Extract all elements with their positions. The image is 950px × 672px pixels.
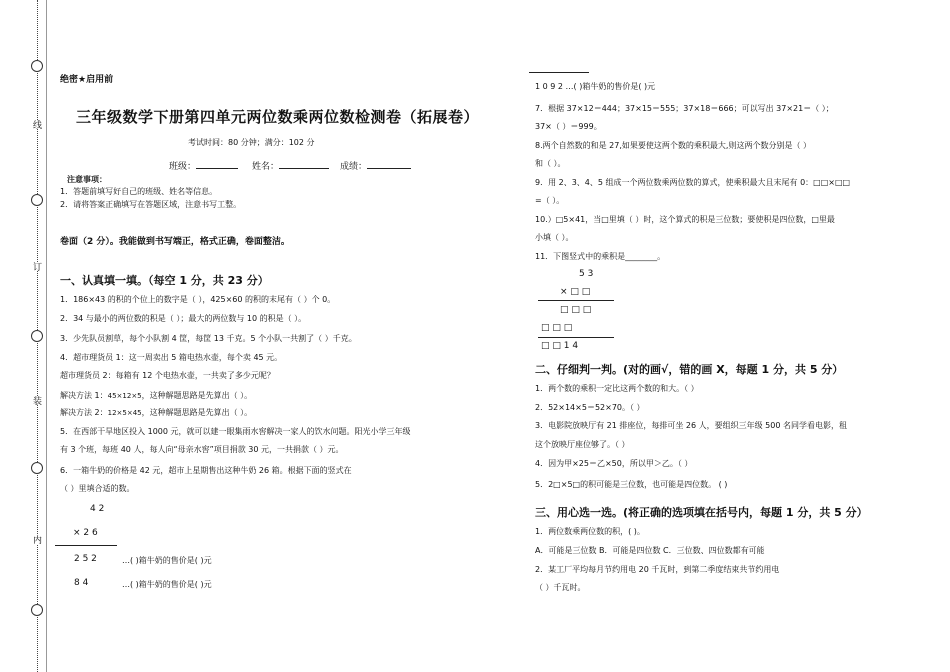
binding-hole-icon	[31, 194, 43, 206]
top-rule	[529, 72, 589, 73]
method1-expr: 45×12×5	[107, 392, 142, 400]
exam-info: 考试时间：80 分钟；满分：102 分	[188, 138, 315, 147]
q6-line1: 6．一箱牛奶的价格是 42 元，超市上星期售出这种牛奶 26 箱。根据下面的竖式在	[60, 466, 352, 475]
vert-row4-tail: …( )箱牛奶的售价是( )元	[122, 580, 212, 589]
score-field	[340, 159, 411, 172]
method1-text: ，这种解题思路是先算出（ ）。	[141, 391, 253, 400]
vert2-row3: □ □ □	[560, 305, 592, 315]
binding-hole-icon	[31, 604, 43, 616]
q7a: 7．根据 37×12＝444；37×15＝555；37×18＝666；可以写出 37×21＝（ ）；	[535, 104, 834, 113]
c1-options: A．可能是三位数 B．可能是四位数 C．三位数、四位数都有可能	[535, 546, 765, 555]
name-label: 姓名：	[252, 162, 280, 172]
q6-line2: （ ）里填合适的数。	[60, 484, 135, 493]
name-field	[252, 159, 329, 172]
binding-hole-icon	[31, 60, 43, 72]
vert-line	[55, 545, 117, 546]
q11: 11．下图竖式中的乘积是________。	[535, 252, 666, 261]
binding-label-zhuang: 装	[31, 396, 41, 405]
right-top-row: 1 0 9 2 …( )箱牛奶的售价是( )元	[535, 82, 656, 91]
method1-label: 解决方法 1：	[60, 391, 108, 400]
section1-title: 一、认真填一填。（每空 1 分，共 23 分）	[60, 274, 269, 287]
method2-label: 解决方法 2：	[60, 408, 108, 417]
vert2-row4: □ □ □	[541, 323, 573, 333]
j3b: 这个放映厅座位够了。（ ）	[535, 440, 630, 449]
binding-label-nei: 内	[31, 535, 41, 544]
j2: 2．52×14×5＝52×70。（ ）	[535, 403, 645, 412]
neatness-note: 卷面（2 分）。我能做到书写端正，格式正确，卷面整洁。	[60, 237, 290, 247]
c1: 1．两位数乘两位数的积，( )。	[535, 527, 645, 536]
class-field	[169, 159, 238, 172]
note-item: 1．答题前填写好自己的班级、姓名等信息。	[60, 187, 218, 196]
page-title: 三年级数学下册第四单元两位数乘两位数检测卷（拓展卷）	[76, 108, 480, 126]
method2-text: ，这种解题思路是先算出（ ）。	[141, 408, 253, 417]
secret-label: 绝密★启用前	[60, 75, 114, 85]
binding-hole-icon	[31, 330, 43, 342]
vert-row3-tail: …( )箱牛奶的售价是( )元	[122, 556, 212, 565]
j3a: 3．电影院放映厅有 21 排座位，每排可坐 26 人，要组织三年级 500 名同学看电影，租	[535, 421, 847, 430]
vert2-line1	[538, 300, 614, 301]
section3-title: 三、用心选一选。(将正确的选项填在括号内，每题 1 分，共 5 分）	[535, 506, 868, 519]
vert-row2: × 2 6	[73, 528, 98, 538]
c2b: （ ）千瓦时。	[535, 583, 586, 592]
q10b: 小填（ ）。	[535, 233, 574, 242]
j5: 5．2□×5□的积可能是三位数，也可能是四位数。 ( )	[535, 480, 728, 489]
binding-solid-line	[46, 0, 47, 672]
q5-line2: 有 3 个班，每班 40 人，每人向“母亲水窖”项目捐款 30 元，一共捐款（ ）元。	[60, 445, 344, 454]
class-label: 班级：	[169, 162, 197, 172]
vert-row4: 8 4	[74, 578, 89, 588]
method2-expr: 12×5×45	[107, 409, 142, 417]
vert2-row5: □ □ 1 4	[541, 341, 579, 351]
q4-method2	[60, 407, 252, 418]
section2-title: 二、仔细判一判。(对的画√，错的画 X，每题 1 分，共 5 分）	[535, 363, 844, 376]
vert-row1: 4 2	[90, 504, 105, 514]
binding-label-line: 线	[31, 120, 41, 129]
vert2-row2: × □ □	[560, 287, 591, 297]
c2a: 2．某工厂平均每月节约用电 20 千瓦时，到第二季度结束共节约用电	[535, 565, 780, 574]
q4b: 超市理货员 2：每箱有 12 个电热水壶，一共卖了多少元呢？	[60, 371, 275, 380]
notes-title: 注意事项：	[67, 175, 107, 184]
q10a: 10.）□5×41，当□里填（ ）时，这个算式的积是三位数；要使积是四位数，□里最	[535, 215, 835, 224]
j4: 4．因为甲×25＝乙×50，所以甲＞乙。（ ）	[535, 459, 693, 468]
q2: 2．34 与最小的两位数的积是（ ）；最大的两位数与 10 的积是（ ）。	[60, 314, 307, 323]
q5-line1: 5．在西部干旱地区投入 1000 元，就可以建一眼集雨水窖解决一家人的饮水问题。阳光小学三年级	[60, 427, 411, 436]
q7b: 37×（ ）＝999。	[535, 122, 602, 131]
q8b: 和（ ）。	[535, 159, 566, 168]
q4-method1	[60, 390, 252, 401]
vert2-row1: 5 3	[579, 269, 594, 279]
binding-margin	[0, 0, 44, 672]
binding-hole-icon	[31, 462, 43, 474]
q1: 1．186×43 的积的个位上的数字是（ ），425×60 的积的末尾有（ ）个 0。	[60, 295, 336, 304]
q4: 4．超市理货员 1：这一周卖出 5 箱电热水壶，每个卖 45 元。	[60, 353, 283, 362]
binding-label-ding: 订	[31, 262, 41, 271]
q9a: 9．用 2、3、4、5 组成一个两位数乘两位数的算式，使乘积最大且末尾有 0：□□×□□	[535, 178, 851, 187]
note-item: 2．请将答案正确填写在答题区域，注意书写工整。	[60, 200, 242, 209]
vert-row3: 2 5 2	[74, 554, 97, 564]
q9b: =（ ）。	[535, 196, 565, 205]
score-label: 成绩：	[340, 162, 368, 172]
q3: 3．少先队员割草，每个小队割 4 筐，每筐 13 千克。5 个小队一共割了（ ）千克。	[60, 334, 357, 343]
vert2-line2	[538, 337, 614, 338]
j1: 1．两个数的乘积一定比这两个数的和大。（ ）	[535, 384, 699, 393]
q8a: 8.两个自然数的和是 27,如果要使这两个数的乘积最大,则这两个数分别是（ ）	[535, 141, 811, 150]
